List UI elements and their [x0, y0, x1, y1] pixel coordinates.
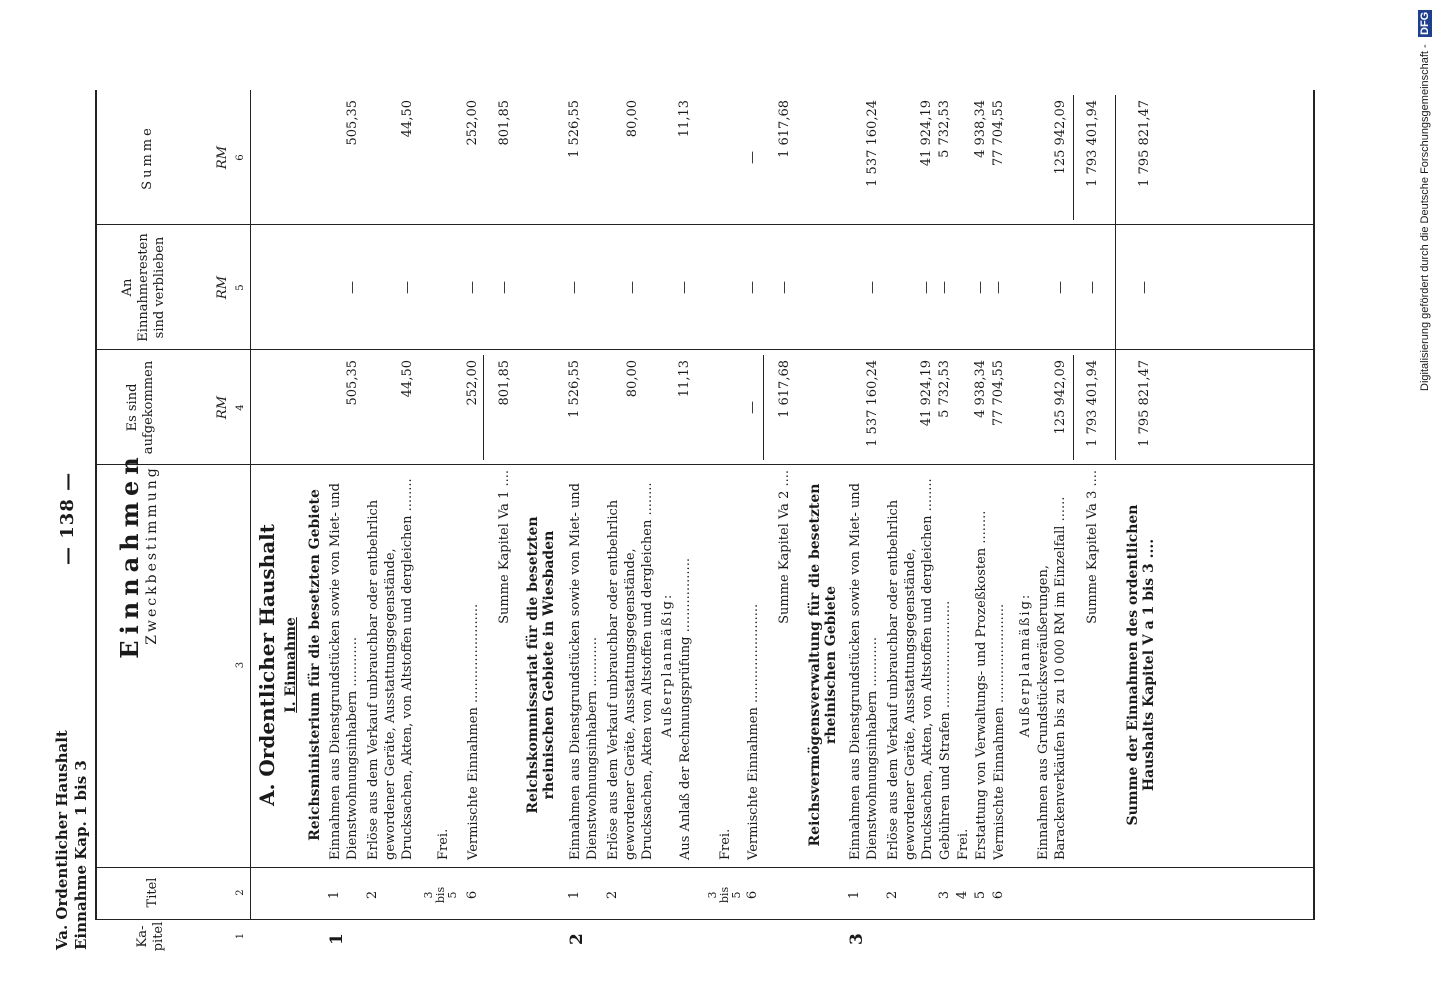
col-titel: Titel — [145, 877, 160, 908]
row-text: Einnahmen aus Dienstgrundstücken sowie von Miet- und Dienstwohnungsinhabern ............ — [848, 483, 880, 860]
titel-number: 4 — [955, 890, 970, 900]
row-text: Erlöse aus dem Verkauf unbrauchbar oder entbehrlich gewordener Geräte, Ausstattungsgegenstände, Drucksachen, Akten, von Altstoffen und dergleichen ........ — [886, 478, 935, 860]
amount-rest: — — [677, 281, 692, 294]
amount-aufgekommen: 44,50 — [400, 360, 415, 398]
col-title-main: Einnahmen — [115, 451, 144, 659]
chapter-total-auf: 1 793 401,94 — [1085, 360, 1100, 447]
row-text: Einnahmen aus Grundstücksveräußerungen, Barackenverkäufen bis zu 10 000 RM im Einzelfall ...... — [1036, 496, 1068, 860]
chapter-number: 3 — [847, 933, 867, 945]
chapter-total-rest: — — [1085, 281, 1100, 294]
chapter-number: 1 — [327, 933, 347, 945]
amount-rest: — — [973, 281, 988, 294]
amount-rest: — — [991, 281, 1006, 294]
unit-label: RM — [215, 145, 230, 170]
amount-aufgekommen: 125 942,09 — [1053, 360, 1068, 435]
amount-aufgekommen: 1 526,55 — [567, 360, 582, 418]
row-text: Vermischte Einnahmen ........................ — [746, 603, 761, 860]
chapter-number: 2 — [567, 933, 587, 945]
chapter-total-sum: 801,85 — [497, 100, 512, 146]
col-number: 5 — [235, 284, 246, 291]
grand-total-label: Summe der Einnahmen des ordentlichen Haushalts Kapitel V a 1 bis 3 .... — [1125, 504, 1157, 826]
grand-total-rest: — — [1137, 281, 1152, 294]
amount-summe: 5 732,53 — [937, 100, 952, 158]
amount-rest: — — [1053, 281, 1068, 294]
amount-aufgekommen: 77 704,55 — [991, 360, 1006, 427]
col-kapitel: Ka- pitel — [135, 921, 166, 952]
titel-number: 3 bis 5 — [422, 886, 459, 904]
row-text: Frei. — [956, 828, 971, 860]
amount-summe: 1 526,55 — [567, 100, 582, 158]
table-bottom-rule — [1313, 90, 1315, 920]
amount-aufgekommen: 41 924,19 — [919, 360, 934, 427]
chapter-total-auf: 1 617,68 — [777, 360, 792, 418]
col-divider — [95, 224, 1315, 225]
amount-aufgekommen: 4 938,34 — [973, 360, 988, 418]
row-text: Frei. — [718, 828, 733, 860]
col-number: 6 — [235, 154, 246, 161]
titel-number: 3 bis 5 — [706, 886, 743, 904]
col-summe: Summe — [140, 125, 155, 190]
chapter-total-label: Summe Kapitel Va 3 .... — [1085, 470, 1100, 624]
row-text: Einnahmen aus Dienstgrundstücken sowie von Miet- und Dienstwohnungsinhabern ............ — [568, 483, 600, 860]
amount-rest: — — [625, 281, 640, 294]
header-bottom-rule — [250, 90, 251, 920]
amount-summe: 80,00 — [625, 100, 640, 138]
amount-summe: — — [745, 151, 760, 164]
amount-rest: — — [865, 281, 880, 294]
row-text: Vermischte Einnahmen ........................ — [992, 603, 1007, 860]
chapter-total-sum: 1 617,68 — [777, 100, 792, 158]
chapter-total-label: Summe Kapitel Va 1 .... — [497, 470, 512, 624]
titel-number: 1 — [847, 890, 862, 900]
row-text: Erstattung von Verwaltungs- und Prozeßkosten ........ — [974, 510, 989, 860]
amount-aufgekommen: 1 537 160,24 — [865, 360, 880, 447]
amount-rest: — — [937, 281, 952, 294]
amount-rest: — — [345, 281, 360, 294]
header-subsection: Einnahme Kap. 1 bis 3 — [72, 760, 90, 950]
row-text: Außerplanmäßig: — [1018, 592, 1033, 738]
amount-rest: — — [919, 281, 934, 294]
row-text: Frei. — [436, 828, 451, 860]
row-text: Gebühren und Strafen .......................... — [938, 600, 953, 860]
grand-total-sum: 1 795 821,47 — [1137, 100, 1152, 187]
amount-aufgekommen: 80,00 — [625, 360, 640, 398]
amount-rest: — — [745, 281, 760, 294]
subtotal-rule — [1073, 95, 1074, 220]
page-header — [53, 730, 91, 950]
col-divider — [95, 919, 1315, 920]
titel-number: 1 — [327, 890, 342, 900]
titel-number: 2 — [365, 890, 380, 900]
chapter-name: Reichsministerium für die besetzten Gebiete — [307, 489, 323, 841]
amount-aufgekommen: — — [745, 401, 760, 414]
rotated-document — [45, 55, 1345, 955]
row-text: Erlöse aus dem Verkauf unbrauchbar oder entbehrlich gewordener Geräte, Ausstattungsgegenstände, Drucksachen, Akten, von Altstoffen und dergleichen ........ — [366, 478, 415, 860]
col-reste: An Einnahmeresten sind verblieben — [120, 233, 167, 342]
chapter-name: Reichskommissariat für die besetzten rheinischen Gebiete in Wiesbaden — [525, 516, 557, 814]
dfg-logo: DFG — [1419, 12, 1431, 36]
col-number: 4 — [235, 404, 246, 411]
amount-summe: 4 938,34 — [973, 100, 988, 158]
amount-rest: — — [400, 281, 415, 294]
col-aufgekommen: Es sind aufgekommen — [125, 360, 156, 455]
amount-rest: — — [465, 281, 480, 294]
titel-number: 3 — [937, 890, 952, 900]
table-top-rule — [95, 90, 97, 920]
amount-summe: 505,35 — [345, 100, 360, 146]
amount-summe: 11,13 — [677, 100, 692, 138]
titel-number: 6 — [465, 890, 480, 900]
chapter-name: Reichsvermögensverwaltung für die besetzten rheinischen Gebiete — [807, 483, 839, 847]
subtotal-rule — [1073, 355, 1074, 460]
amount-aufgekommen: 252,00 — [465, 360, 480, 406]
grand-total-rule — [1115, 95, 1116, 460]
titel-number: 2 — [605, 890, 620, 900]
amount-summe: 1 537 160,24 — [865, 100, 880, 187]
amount-summe: 41 924,19 — [919, 100, 934, 167]
digitization-text: Digitalisierung gefördert durch die Deutsche Forschungsgemeinschaft - — [1419, 44, 1431, 391]
chapter-total-auf: 801,85 — [497, 360, 512, 406]
titel-number: 6 — [745, 890, 760, 900]
titel-number: 6 — [991, 890, 1006, 900]
titel-number: 5 — [973, 890, 988, 900]
row-text: Einnahmen aus Dienstgrundstücken sowie von Miet- und Dienstwohnungsinhabern ............ — [328, 483, 360, 860]
row-text: Aus Anlaß der Rechnungsprüfung .................. — [678, 558, 693, 860]
col-number: 1 — [235, 932, 246, 940]
titel-number: 2 — [885, 890, 900, 900]
subtotal-rule — [483, 355, 484, 460]
col-number: 3 — [235, 661, 246, 669]
amount-aufgekommen: 5 732,53 — [937, 360, 952, 418]
amount-summe: 77 704,55 — [991, 100, 1006, 167]
amount-rest: — — [567, 281, 582, 294]
row-text: Vermischte Einnahmen ........................ — [466, 603, 481, 860]
col-divider — [95, 867, 1315, 868]
subpart-heading: I. Einnahme — [283, 617, 299, 713]
chapter-total-rest: — — [777, 281, 792, 294]
titel-number: 1 — [567, 890, 582, 900]
chapter-total-rest: — — [497, 281, 512, 294]
subtotal-rule — [763, 355, 764, 460]
amount-summe: 252,00 — [465, 100, 480, 146]
amount-aufgekommen: 11,13 — [677, 360, 692, 398]
amount-summe: 44,50 — [400, 100, 415, 138]
col-number: 2 — [235, 889, 246, 896]
col-divider — [95, 349, 1315, 350]
row-text: Erlöse aus dem Verkauf unbrauchbar oder entbehrlich gewordener Geräte, Ausstattungsgegenstände, Drucksachen, Akten von Altstoffen und dergleichen ........ — [606, 482, 655, 860]
digitization-note — [1418, 10, 1432, 391]
col-title-sub: Zweckbestimmung — [144, 465, 160, 645]
row-text: Außerplanmäßig: — [660, 592, 675, 738]
unit-label: RM — [215, 275, 230, 300]
part-heading: A. Ordentlicher Haushalt — [255, 523, 279, 807]
page-number: — 138 — — [57, 471, 78, 565]
amount-aufgekommen: 505,35 — [345, 360, 360, 406]
chapter-total-sum: 1 793 401,94 — [1085, 100, 1100, 187]
header-section: Va. Ordentlicher Haushalt — [53, 730, 71, 950]
chapter-total-label: Summe Kapitel Va 2 .... — [777, 470, 792, 624]
amount-summe: 125 942,09 — [1053, 100, 1068, 175]
unit-label: RM — [215, 395, 230, 420]
grand-total-auf: 1 795 821,47 — [1137, 360, 1152, 447]
